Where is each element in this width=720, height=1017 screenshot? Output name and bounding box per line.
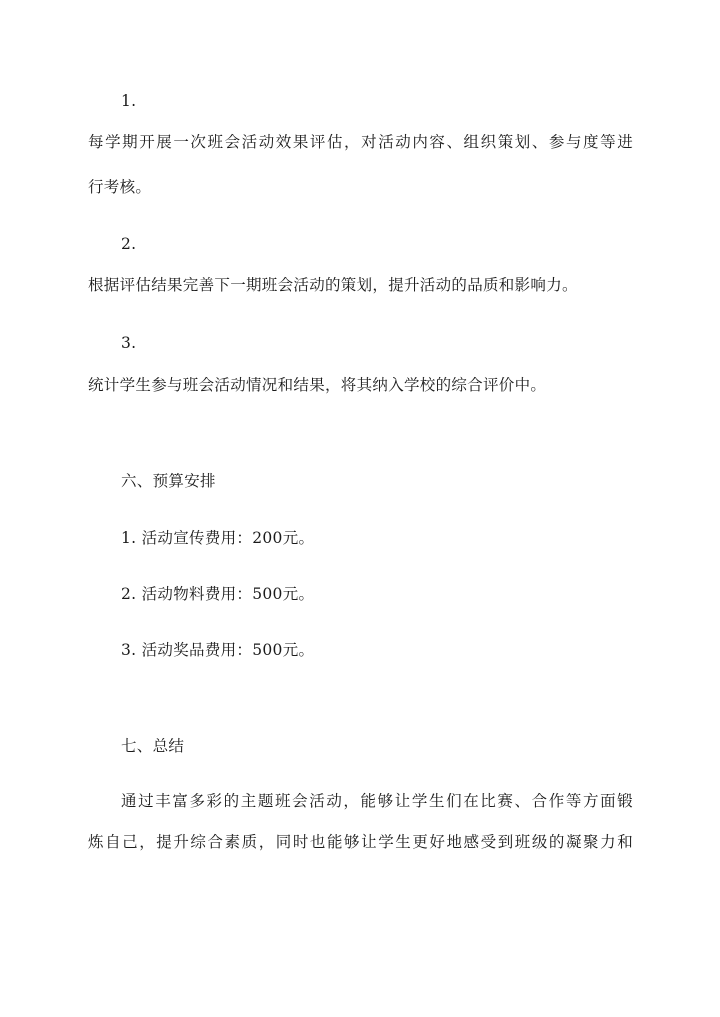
- budget-item-2: 2. 活动物料费用：500元。: [121, 585, 315, 603]
- budget-item-1: 1. 活动宣传费用：200元。: [121, 529, 315, 547]
- summary-text-line-1: 通过丰富多彩的主题班会活动，能够让学生们在比赛、合作等方面锻: [121, 792, 633, 810]
- evaluation-item-3-number: 3.: [121, 334, 137, 352]
- evaluation-item-1-text-line-1: 每学期开展一次班会活动效果评估，对活动内容、组织策划、参与度等进: [88, 133, 633, 151]
- evaluation-item-1-number: 1.: [121, 92, 137, 110]
- evaluation-item-1-text-line-2: 行考核。: [88, 178, 152, 196]
- summary-text-line-2: 炼自己，提升综合素质，同时也能够让学生更好地感受到班级的凝聚力和: [88, 833, 633, 851]
- evaluation-item-2-text: 根据评估结果完善下一期班会活动的策划，提升活动的品质和影响力。: [88, 276, 578, 294]
- evaluation-item-3-text: 统计学生参与班会活动情况和结果，将其纳入学校的综合评价中。: [88, 376, 547, 394]
- evaluation-item-2-number: 2.: [121, 235, 137, 253]
- budget-item-3: 3. 活动奖品费用：500元。: [121, 641, 315, 659]
- summary-heading: 七、总结: [121, 737, 185, 755]
- budget-heading: 六、预算安排: [121, 472, 216, 490]
